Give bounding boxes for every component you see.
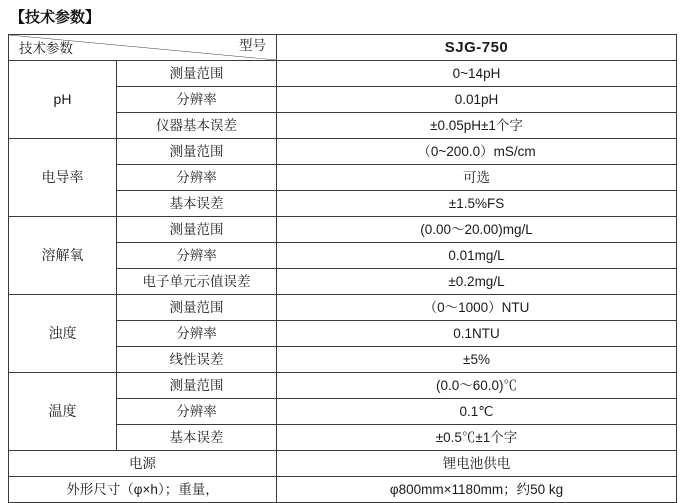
param-value: ±5% (277, 347, 677, 373)
param-value: 0~14pH (277, 61, 677, 87)
param-value: 0.01pH (277, 87, 677, 113)
table-row (9, 139, 677, 165)
param-label: 线性误差 (117, 347, 277, 373)
param-label: 测量范围 (117, 217, 277, 243)
param-value: 0.1℃ (277, 399, 677, 425)
param-value: （0~200.0）mS/cm (277, 139, 677, 165)
param-label: 分辨率 (117, 165, 277, 191)
param-label: 测量范围 (117, 295, 277, 321)
category-ph: pH (9, 61, 117, 139)
param-value: ±1.5%FS (277, 191, 677, 217)
param-value: 可选 (277, 165, 677, 191)
category-dissolved-oxygen: 溶解氧 (9, 217, 117, 295)
header-param-label: 技术参数 (19, 41, 73, 56)
footer-value-power: 锂电池供电 (277, 451, 677, 477)
footer-value-dimensions: φ800mm×1180mm；约50 kg (277, 477, 677, 503)
category-conductivity: 电导率 (9, 139, 117, 217)
param-value: ±0.5℃±1个字 (277, 425, 677, 451)
param-label: 分辨率 (117, 87, 277, 113)
table-row (9, 61, 677, 87)
technical-parameters-table (8, 34, 677, 503)
table-row (9, 217, 677, 243)
param-value: ±0.05pH±1个字 (277, 113, 677, 139)
param-label: 测量范围 (117, 139, 277, 165)
param-label: 基本误差 (117, 191, 277, 217)
param-label: 分辨率 (117, 321, 277, 347)
param-label: 测量范围 (117, 373, 277, 399)
header-model-value: SJG-750 (277, 35, 677, 61)
param-value: （0～1000）NTU (277, 295, 677, 321)
param-label: 电子单元示值误差 (117, 269, 277, 295)
param-label: 基本误差 (117, 425, 277, 451)
footer-label-power: 电源 (9, 451, 277, 477)
page-title: 【技术参数】 (10, 9, 101, 26)
param-value: 0.01mg/L (277, 243, 677, 269)
param-value: 0.1NTU (277, 321, 677, 347)
param-value: (0.00～20.00)mg/L (277, 217, 677, 243)
param-label: 分辨率 (117, 243, 277, 269)
param-label: 仪器基本误差 (117, 113, 277, 139)
param-label: 分辨率 (117, 399, 277, 425)
table-header-row (9, 35, 677, 61)
table-row (9, 451, 677, 477)
param-value: (0.0～60.0)℃ (277, 373, 677, 399)
table-row (9, 295, 677, 321)
table-row (9, 477, 677, 503)
footer-label-dimensions: 外形尺寸（φ×h）；重量， (9, 477, 277, 503)
table-row (9, 373, 677, 399)
header-model-label: 型号 (239, 38, 266, 53)
category-temperature: 温度 (9, 373, 117, 451)
param-value: ±0.2mg/L (277, 269, 677, 295)
param-label: 测量范围 (117, 61, 277, 87)
category-turbidity: 浊度 (9, 295, 117, 373)
header-diagonal-cell (9, 35, 277, 61)
